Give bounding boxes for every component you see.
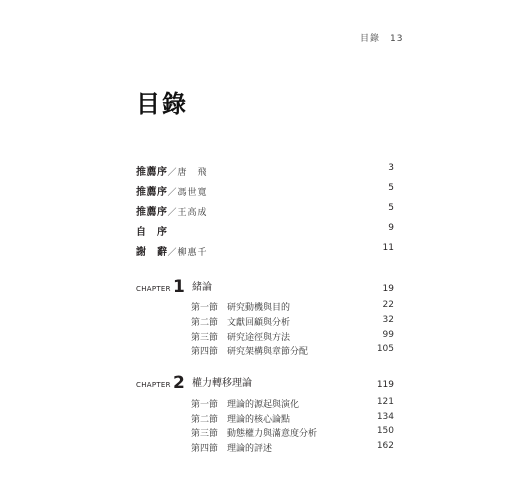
section-page: 162 (376, 441, 394, 451)
toc-section[interactable] (191, 300, 394, 313)
section-number: 第一節 (191, 400, 219, 410)
chapter-word: CHAPTER (136, 285, 171, 293)
section-page: 150 (376, 426, 394, 436)
chapter-word: CHAPTER (136, 381, 171, 389)
chapter-title: 權力轉移理論 (192, 378, 252, 389)
section-number: 第三節 (191, 333, 219, 343)
toc-entry-label: 推薦序／馮世寬 (136, 187, 208, 198)
page-title: 目錄 (136, 90, 188, 118)
chapter-page: 119 (376, 380, 394, 390)
toc-entry-label: 推薦序／王高成 (136, 207, 208, 218)
section-title: 研究途徑與方法 (227, 333, 291, 343)
section-page: 32 (382, 315, 394, 325)
section-number: 第二節 (191, 415, 219, 425)
section-page: 134 (376, 412, 394, 422)
toc-entry-label: 自 序 (136, 227, 168, 238)
section-page: 105 (376, 344, 394, 354)
section-number: 第四節 (191, 444, 219, 454)
toc-entry-page: 9 (388, 223, 394, 233)
running-header (360, 31, 403, 44)
chapter-number: 2 (173, 373, 185, 393)
chapter-title: 緒論 (192, 282, 212, 293)
running-header-page-number: 13 (390, 34, 404, 44)
toc-entry-page: 5 (388, 203, 394, 213)
toc-entry-foreword-1[interactable] (136, 163, 394, 177)
section-number: 第二節 (191, 318, 219, 328)
toc-chapter-2[interactable] (136, 372, 394, 392)
section-number: 第三節 (191, 429, 219, 439)
toc-section[interactable] (191, 330, 394, 343)
toc-entry-label: 謝 辭／柳惠千 (136, 247, 208, 258)
toc-section[interactable] (191, 315, 394, 328)
toc-entry-foreword-2[interactable] (136, 183, 394, 197)
section-page: 121 (376, 397, 394, 407)
section-title: 研究架構與章節分配 (227, 347, 309, 357)
toc-entry-label: 推薦序／唐 飛 (136, 167, 208, 178)
section-number: 第四節 (191, 347, 219, 357)
toc-entry-acknowledgements[interactable] (136, 243, 394, 257)
running-header-label: 目錄 (360, 34, 381, 44)
toc-entry-page: 5 (388, 183, 394, 193)
section-title: 文獻回顧與分析 (227, 318, 291, 328)
section-title: 動態權力與滿意度分析 (227, 429, 318, 439)
section-page: 22 (382, 300, 394, 310)
toc-entry-page: 11 (382, 243, 394, 253)
toc-section[interactable] (191, 397, 394, 410)
toc-section[interactable] (191, 426, 394, 439)
chapter-number: 1 (173, 277, 185, 297)
toc-entry-page: 3 (388, 163, 394, 173)
section-title: 理論的源起與演化 (227, 400, 300, 410)
toc-section[interactable] (191, 441, 394, 454)
section-title: 理論的核心論點 (227, 415, 291, 425)
toc-chapter-1[interactable] (136, 276, 394, 296)
section-page: 99 (382, 330, 394, 340)
toc-section[interactable] (191, 412, 394, 425)
chapter-page: 19 (382, 284, 394, 294)
toc-section[interactable] (191, 344, 394, 357)
section-title: 理論的評述 (227, 444, 273, 454)
toc-entry-preface[interactable] (136, 223, 394, 237)
section-title: 研究動機與目的 (227, 303, 291, 313)
toc-entry-foreword-3[interactable] (136, 203, 394, 217)
section-number: 第一節 (191, 303, 219, 313)
